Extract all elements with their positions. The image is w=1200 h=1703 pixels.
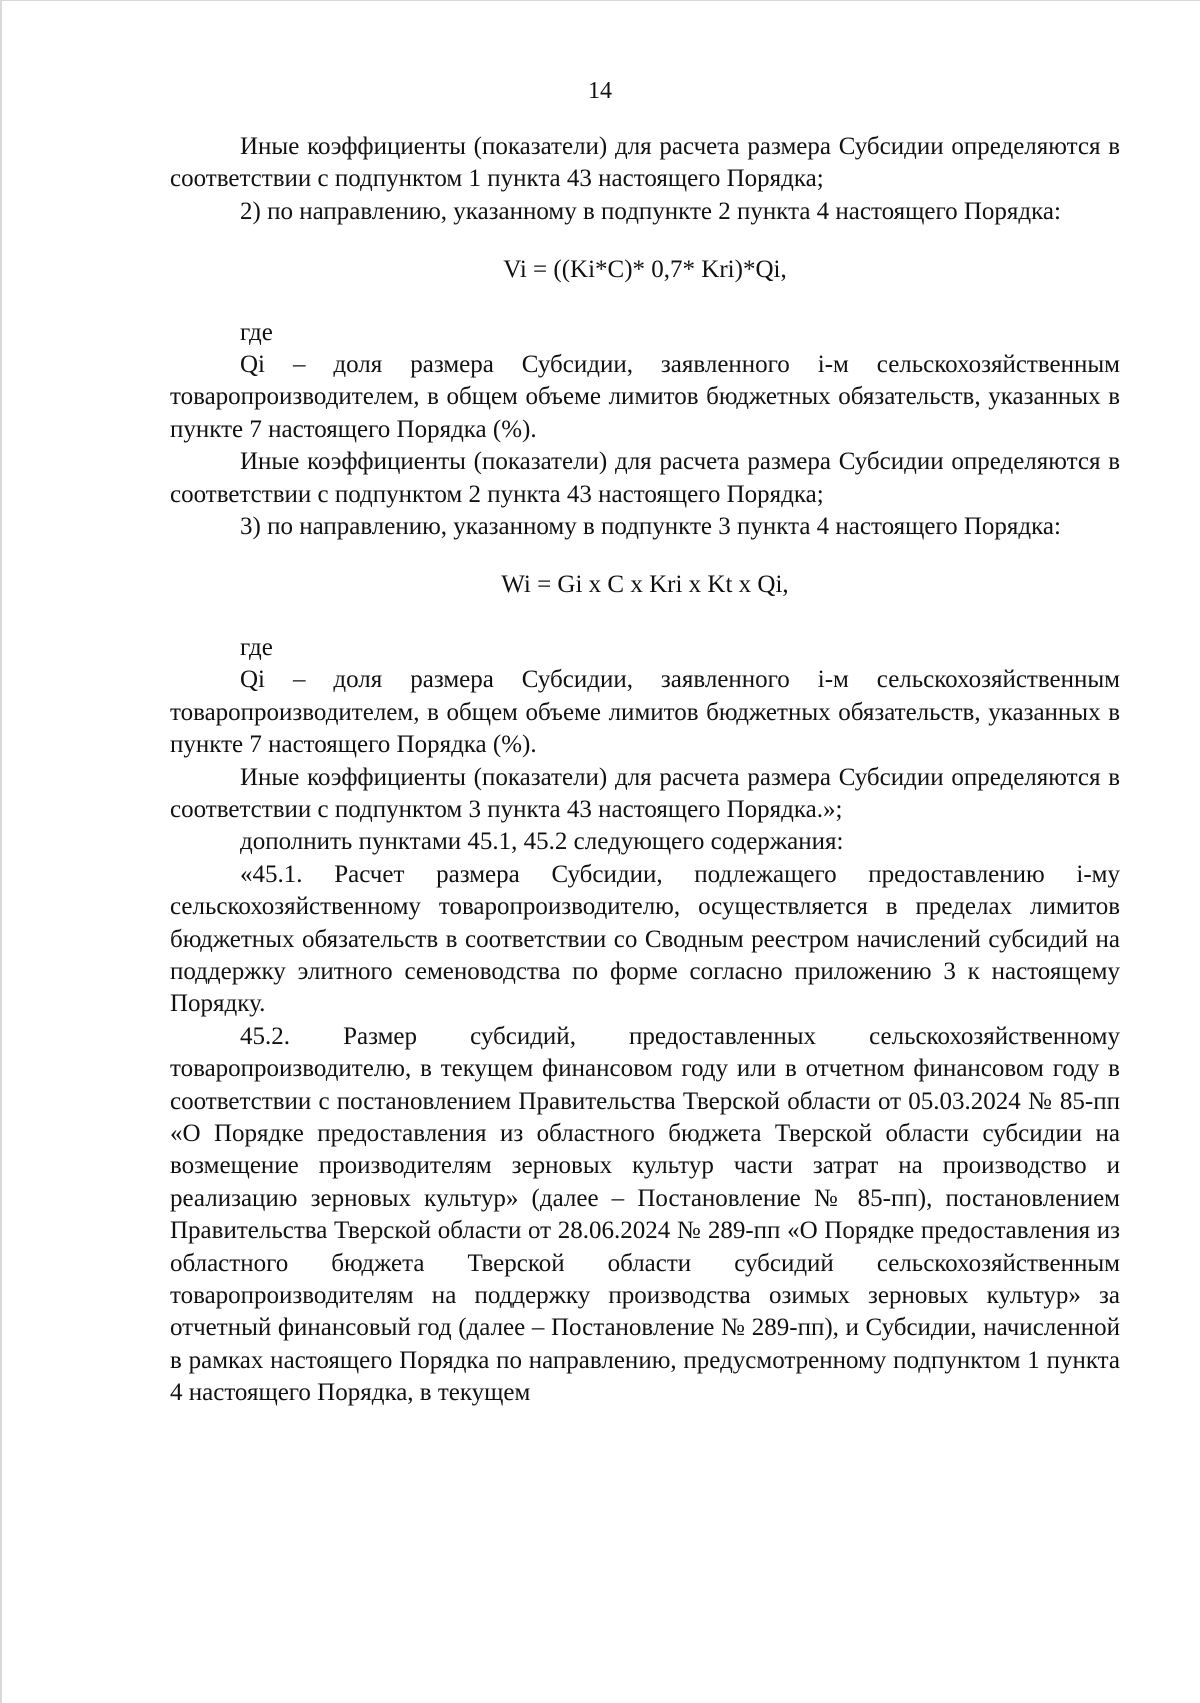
paragraph-qi-definition-2: Qi – доля размера Субсидии, заявленного i-м сельскохозяйственным товаропроизводителем, в общем объеме лимитов бюджетных обязательств, указанных в пункте 7 настоящего Порядка (%). — [170, 666, 1120, 759]
paragraph-coefficients-3: Иные коэффициенты (показатели) для расчета размера Субсидии определяются в соответствии с подпунктом 3 пункта 43 настоящего Порядка.»; — [170, 763, 1120, 823]
document-body — [170, 131, 1120, 1410]
spacer — [170, 602, 1120, 632]
spacer — [170, 228, 1120, 254]
where-label-1: где — [240, 318, 273, 346]
paragraph-direction-2: 2) по направлению, указанному в подпункте 2 пункта 4 настоящего Порядка: — [240, 197, 1061, 225]
scan-edge-top — [0, 0, 1200, 1]
page-number: 14 — [588, 78, 612, 104]
formula-wi: Wi = Gi x C x Kri x Kt x Qi, — [501, 571, 789, 599]
paragraph-point-45-1: «45.1. Расчет размера Субсидии, подлежащего предоставлению i-му сельскохозяйственному товаропроизводителю, осуществляется в пределах лимитов бюджетных обязательств в соответствии со Сводным реестром начислений субсидий на поддержку элитного семеноводства по форме согласно приложению 3 к настоящему Порядку. — [170, 860, 1120, 1018]
paragraph-qi-definition-1: Qi – доля размера Субсидии, заявленного i-м сельскохозяйственным товаропроизводителем, в общем объеме лимитов бюджетных обязательств, указанных в пункте 7 настоящего Порядка (%). — [170, 351, 1120, 443]
paragraph-coefficients-2: Иные коэффициенты (показатели) для расчета размера Субсидии определяются в соответствии с подпунктом 2 пункта 43 настоящего Порядка; — [170, 448, 1120, 508]
where-label-2: где — [240, 633, 273, 661]
paragraph-add-points: дополнить пунктами 45.1, 45.2 следующего содержания: — [240, 828, 844, 856]
scan-edge-left — [0, 0, 2, 1703]
paragraph-coefficients-1: Иные коэффициенты (показатели) для расчета размера Субсидии определяются в соответствии с подпунктом 1 пункта 43 настоящего Порядка; — [170, 133, 1120, 193]
paragraph-direction-3: 3) по направлению, указанному в подпункте 3 пункта 4 настоящего Порядка: — [240, 513, 1061, 541]
paragraph-point-45-2: 45.2. Размер субсидий, предоставленных сельскохозяйственному товаропроизводителю, в текущем финансовом году или в отчетном финансовом году в соответствии с постановлением Правительства Тверской области от 05.03.2024 № 85-пп «О Порядке предоставления из областного бюджета Тверской области субсидии на возмещение производителям зерновых культур части затрат на производство и реализацию зерновых культур» (далее – Постановление № 85-пп), постановлением Правительства Тверской области от 28.06.2024 № 289-пп «О Порядке предоставления из областного бюджета Тверской области субсидий сельскохозяйственным товаропроизводителям на поддержку производства озимых зерновых культур» за отчетный финансовый год (далее – Постановление № 289-пп), и Субсидии, начисленной в рамках настоящего Порядка по направлению, предусмотренному подпунктом 1 пункта 4 настоящего Порядка, в текущем — [170, 1022, 1120, 1407]
formula-vi: Vi = ((Ki*C)* 0,7* Kri)*Qi, — [503, 256, 787, 284]
spacer — [170, 543, 1120, 569]
spacer — [170, 287, 1120, 317]
